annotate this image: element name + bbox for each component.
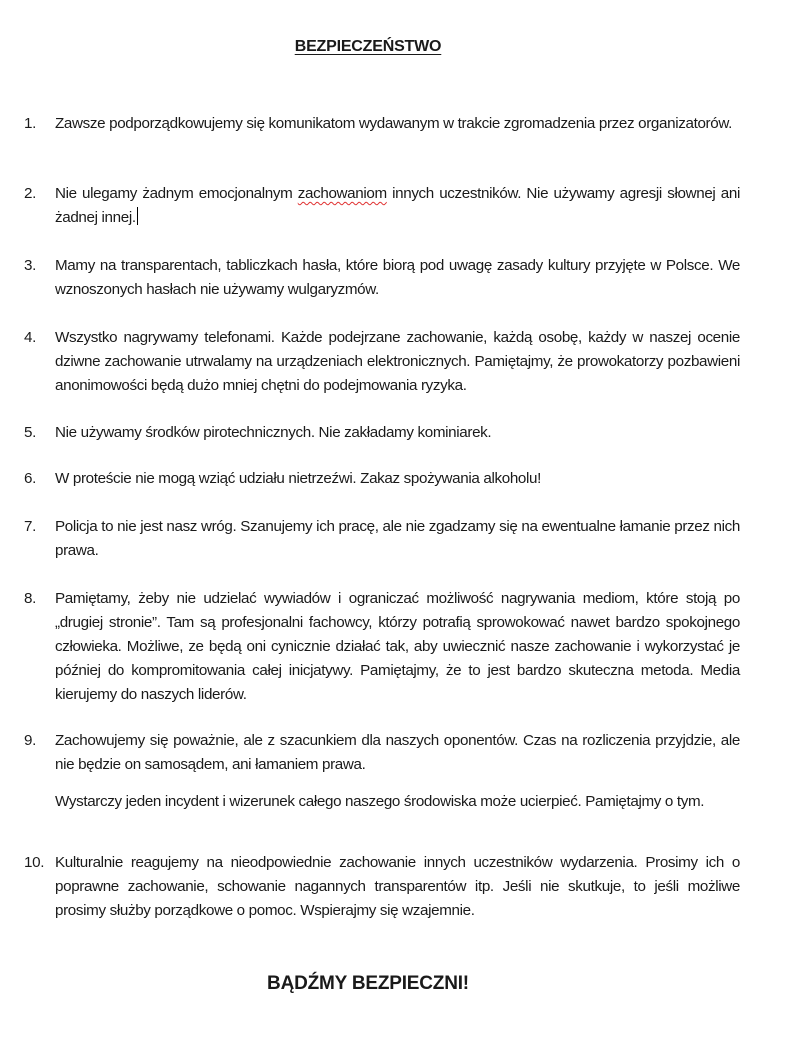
document-title: BEZPIECZEŃSTWO — [294, 38, 442, 55]
list-number: 7. — [24, 518, 36, 535]
list-item-5 — [24, 421, 740, 445]
list-number: 9. — [24, 732, 36, 749]
list-number: 10. — [24, 854, 45, 871]
list-text: Kulturalnie reagujemy na nieodpowiednie zachowanie innych uczestników wydarzenia. Prosimy ich o poprawne zachowanie, schowanie nagannych transparentów itp. Jeśli nie skutkuje, to jeśli możliwe prosimy służby porządkowe o pomoc. Wspierajmy się wzajemnie. — [55, 854, 740, 919]
list-text: Zachowujemy się poważnie, ale z szacunkiem dla naszych oponentów. Czas na rozliczenia przyjdzie, ale nie będzie on samosądem, ani łamaniem prawa. — [55, 732, 740, 773]
list-item-10 — [24, 851, 740, 923]
list-item-2 — [24, 182, 740, 230]
list-text: Zawsze podporządkowujemy się komunikatom wydawanym w trakcie zgromadzenia przez organizatorów. — [55, 115, 733, 132]
list-text: Wszystko nagrywamy telefonami. Każde podejrzane zachowanie, każdą osobę, każdy w naszej ocenie dziwne zachowanie utrwalamy na urządzeniach elektronicznych. Pamiętajmy, że prowokatorzy pozbawieni anonimowości będą dużo mniej chętni do podejmowania ryzyka. — [55, 329, 740, 394]
list-item-6 — [24, 467, 740, 491]
list-text: Policja to nie jest nasz wróg. Szanujemy ich pracę, ale nie zgadzamy się na ewentualne łamanie przez nich prawa. — [55, 518, 740, 559]
list-number: 5. — [24, 424, 36, 441]
list-item-7 — [24, 515, 740, 563]
list-number: 1. — [24, 115, 36, 132]
list-item-8 — [24, 587, 740, 707]
list-text — [55, 182, 740, 230]
text-cursor — [137, 207, 138, 225]
list-text: Mamy na transparentach, tabliczkach hasła, które biorą pod uwagę zasady kultury przyjęte w Polsce. We wznoszonych hasłach nie używamy wulgaryzmów. — [55, 257, 740, 298]
list-number: 2. — [24, 185, 36, 202]
text-segment: innych uczestników. Nie używamy agresji słownej ani żadnej innej. — [55, 185, 740, 226]
list-number: 4. — [24, 329, 36, 346]
list-item-4 — [24, 326, 740, 398]
list-item-1 — [24, 112, 740, 136]
list-text: Nie używamy środków pirotechnicznych. Nie zakładamy kominiarek. — [55, 424, 492, 441]
spellcheck-flagged-word[interactable]: zachowaniom — [297, 185, 387, 202]
closing-heading: BĄDŹMY BEZPIECZNI! — [267, 973, 469, 994]
list-number: 8. — [24, 590, 36, 607]
list-item-3 — [24, 254, 740, 302]
list-item-9-extra-paragraph: Wystarczy jeden incydent i wizerunek całego naszego środowiska może ucierpieć. Pamiętajmy o tym. — [55, 793, 705, 810]
list-number: 6. — [24, 470, 36, 487]
list-text: W proteście nie mogą wziąć udziału nietrzeźwi. Zakaz spożywania alkoholu! — [55, 470, 541, 487]
list-text: Pamiętamy, żeby nie udzielać wywiadów i ograniczać możliwość nagrywania mediom, które stoją po „drugiej stronie”. Tam są profesjonalni fachowcy, którzy potrafią sprowokować nawet bardzo spokojnego człowieka. Możliwe, ze będą oni cynicznie działać tak, aby uwiecznić nasze zachowanie i wykorzystać je później do kompromitowania całej inicjatywy. Pamiętajmy, że to jest bardzo skuteczna metoda. Media kierujemy do naszych liderów. — [55, 590, 740, 703]
list-item-9 — [24, 729, 740, 777]
list-number: 3. — [24, 257, 36, 274]
text-segment: Nie ulegamy żadnym emocjonalnym — [55, 185, 298, 202]
